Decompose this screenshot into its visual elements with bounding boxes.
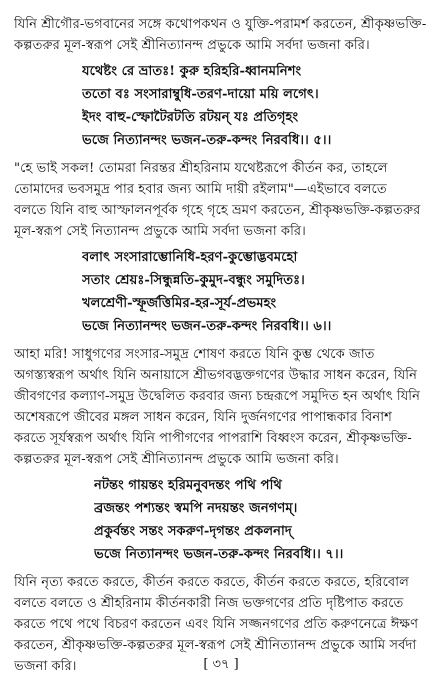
verse-line: প্রকুর্বন্তং সন্তং সকরুণ-দৃগন্তং প্রকলনাদ্	[94, 524, 292, 539]
text-line: আহা মরি! সাধুগণের সংসার-সমুদ্র শোষণ করতে যিনি কুম্ভ থেকে জাত	[14, 347, 375, 362]
verse-line: ততো বঃ সংসারাম্বুধি-তরণ-দায়ো ময়ি লগেৎ।	[82, 87, 319, 102]
verse-line: নটন্তং গায়ন্তং হরিমনুবদন্তং পথি পথি	[94, 478, 282, 493]
text-line: করতেন, শ্রীকৃষ্ণভক্তি-কল্পতরুর মূল-স্বরূপ সেই শ্রীনিত্যানন্দ প্রভুকে আমি সর্বদা	[14, 638, 417, 653]
text-line: করতে সূর্যস্বরূপ অর্থাৎ যিনি পাপীগণের পাপরাশি বিধ্বংস করেন, শ্রীকৃষ্ণভক্তি-	[14, 431, 412, 446]
sanskrit-verse-6	[14, 246, 428, 338]
text-line: বলতে যিনি বাহু আস্ফালনপূর্বক গৃহে গৃহে ভ্রমণ করতেন, শ্রীকৃষ্ণভক্তি-কল্পতরুর	[14, 203, 421, 218]
verse-line: ভজে নিত্যানন্দং ভজন-তরু-কন্দং নিরবধি।। ৬।।	[82, 319, 332, 334]
text-line: করতে পথে পথে বিচরণ করতেন এবং যিনি সজ্জনগণের প্রতি করুণনেত্রে ঈক্ষণ	[14, 617, 419, 632]
verse-line: ভজে নিত্যানন্দং ভজন-তরু-কন্দং নিরবধি।। ৫।।	[82, 133, 332, 148]
verse-line: খলশ্রেণী-স্ফূর্জত্তিমির-হর-সূর্য-প্রভমহং	[82, 296, 277, 311]
commentary-paragraph-2	[14, 158, 428, 242]
verse-line: বলাৎ সংসারাম্ভোনিধি-হরণ-কুম্ভোদ্ভবমহো	[82, 250, 298, 265]
text-line: কল্পতরুর মূল-স্বরূপ সেই শ্রীনিত্যানন্দ প্রভুকে আমি ভজনা করি।	[14, 452, 339, 467]
text-line: ভজনা করি।	[14, 659, 77, 674]
verse-line: ভজে নিত্যানন্দং ভজন-তরু-কন্দং নিরবধি।। ৭।।	[94, 547, 344, 562]
book-page	[14, 14, 428, 674]
sanskrit-verse-5	[14, 60, 428, 152]
verse-line: যথেষ্টং রে ভ্রাতঃ! কুরু হরিহরি-ধ্বানমনিশং	[82, 64, 302, 79]
text-line: তোমাদের ভবসমুদ্র পার হবার জন্য আমি দায়ী রইলাম"—এইভাবে বলতে	[14, 182, 387, 197]
text-line: "হে ভাই সকল! তোমরা নিরন্তর শ্রীহরিনাম যথেষ্টরূপে কীর্তন কর, তাহলে	[14, 161, 388, 176]
text-line: অগস্ত্যস্বরূপ অর্থাৎ যিনি অনায়াসে শ্রীভগবদ্ভক্তগণের উদ্ধার সাধন করেন, যিনি	[14, 368, 417, 383]
commentary-paragraph-3	[14, 344, 428, 470]
text-line: মূল-স্বরূপ সেই নিত্যানন্দ প্রভুকে আমি সর্বদা ভজনা করি।	[14, 224, 306, 239]
text-line: অশেষরূপে জীবের মঙ্গল সাধন করেন, যিনি দুর্জনগণের পাপান্ধকার বিনাশ	[14, 410, 392, 425]
text-line: যিনি নৃত্য করতে করতে, কীর্তন করতে করতে, কীর্তন করতে করতে, হরিবোল	[14, 575, 409, 590]
sanskrit-verse-7	[14, 474, 428, 566]
page-number: [ ৩৭ ]	[203, 657, 239, 672]
text-line: জীবগণের কল্যাণ-সমুদ্র উদ্বেলিত করবার জন্য চন্দ্ররূপে সমুদিত হন অর্থাৎ যিনি	[14, 389, 420, 404]
text-line: কল্পতরুর মূল-স্বরূপ সেই শ্রীনিত্যানন্দ প্রভুকে আমি সর্বদা ভজনা করি।	[14, 38, 370, 53]
text-line: যিনি শ্রীগৌর-ভগবানের সঙ্গে কথোপকথন ও যুক্তি-পরামর্শ করতেন, শ্রীকৃষ্ণভক্তি-	[14, 17, 427, 32]
verse-line: ইদং বাহু-স্ফোটৈরটতি রটয়ন্ যঃ প্রতিগৃহং	[82, 110, 299, 125]
commentary-paragraph-1	[14, 14, 428, 56]
verse-line: সতাং শ্রেয়ঃ-সিন্ধুন্নতি-কুমুদ-বন্ধুং সমুদিতঃ।	[82, 273, 305, 288]
verse-line: ব্রজন্তং পশ্যন্তং স্বমপি নদয়ন্তং জনগণম্।	[94, 501, 298, 516]
text-line: বলতে বলতে ও শ্রীহরিনাম কীর্তনকারী নিজ ভক্তগণের প্রতি দৃষ্টিপাত করতে	[14, 596, 404, 611]
